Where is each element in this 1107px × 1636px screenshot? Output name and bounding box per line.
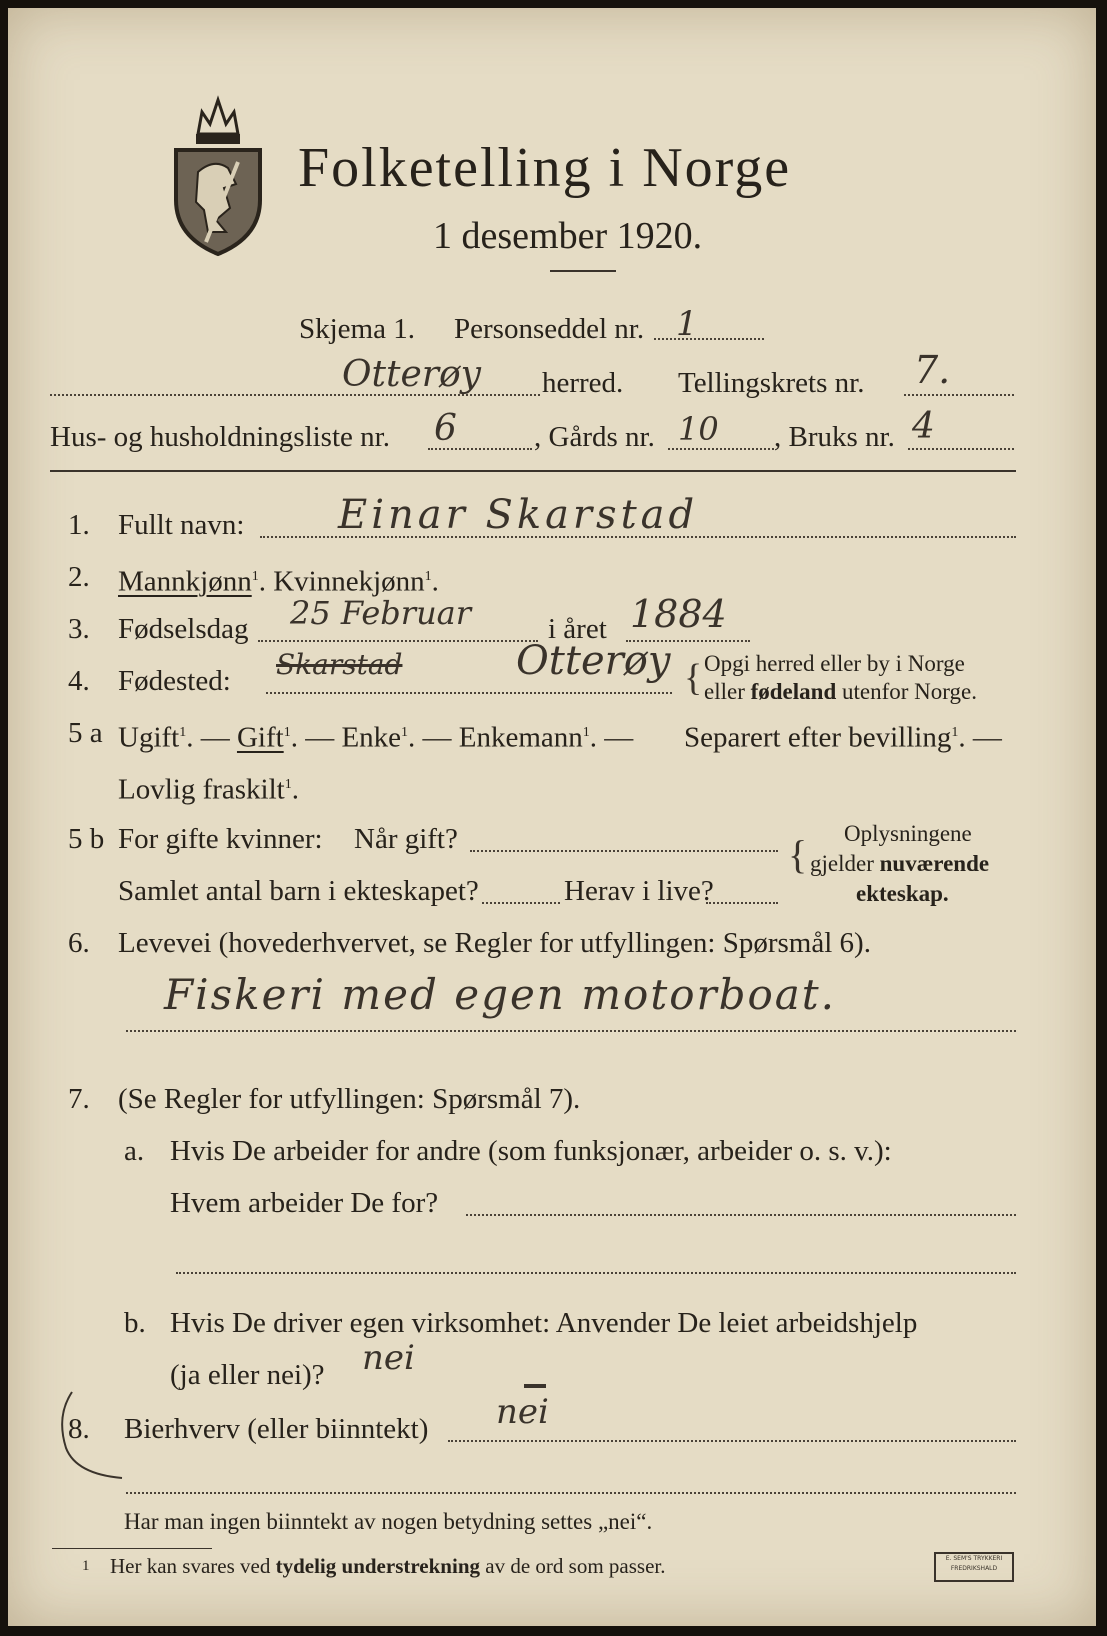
q1-number: 1.	[68, 509, 90, 541]
marriage-note-line2: gjelder nuværende	[810, 851, 990, 876]
tellingskrets-field[interactable]	[904, 394, 1014, 396]
gards-label: , Gårds nr.	[534, 421, 655, 453]
marital-enkemann[interactable]: Enkemann	[458, 721, 583, 754]
marital-separert-line: Separert efter bevilling$^1$. —	[684, 721, 1002, 754]
children-alive-field[interactable]	[706, 902, 778, 904]
personseddel-label: Personseddel nr.	[454, 313, 645, 345]
hired-help-value: nei	[362, 1338, 415, 1378]
marital-fraskilt-line: Lovlig fraskilt$^1$.	[118, 773, 299, 806]
q2-number: 2.	[68, 561, 90, 593]
bruks-label: , Bruks nr.	[774, 421, 895, 453]
husholdningsliste-label: Hus- og husholdningsliste nr.	[50, 421, 390, 453]
header-separator	[50, 470, 1016, 472]
gender-line: Mannkjønn$^1$. Kvinnekjønn$^1$.	[118, 565, 439, 598]
norwegian-coat-of-arms-icon	[168, 92, 268, 262]
q7b-label: Hvis De driver egen virksomhet: Anvender De leiet arbeidshjelp	[170, 1307, 918, 1339]
birthplace-note-brace: {	[684, 657, 703, 699]
year-label: i året	[548, 613, 607, 645]
q5b-label-when-married: Når gift?	[354, 823, 458, 855]
employer-field[interactable]	[466, 1214, 1016, 1216]
birthplace-note-line2: eller fødeland utenfor Norge.	[704, 679, 977, 704]
marriage-note-line3: ekteskap.	[856, 881, 949, 906]
side-income-field-continued[interactable]	[126, 1492, 1016, 1494]
birthday-field[interactable]	[258, 640, 538, 642]
q5b-number: 5 b	[68, 823, 105, 855]
footnote-text: Her kan svares ved tydelig understrekning av de ord som passer.	[110, 1554, 666, 1578]
full-name-value: Einar Skarstad	[338, 492, 699, 538]
marital-status-line: Ugift$^1$. — Gift$^1$. — Enke$^1$. — Enkemann$^1$. —	[118, 721, 634, 754]
no-income-note: Har man ingen biinntekt av nogen betydning settes „nei“.	[124, 1509, 653, 1534]
marriage-note-line1: Oplysningene	[844, 821, 972, 846]
q3-label: Fødselsdag	[118, 613, 249, 645]
q3-number: 3.	[68, 613, 90, 645]
footnote-divider	[52, 1548, 212, 1549]
q5b-label-alive: Herav i live?	[564, 875, 714, 907]
side-income-value: nei	[496, 1392, 549, 1432]
form-title: Folketelling i Norge	[298, 137, 792, 199]
herred-label: herred.	[542, 367, 624, 399]
gender-option-male[interactable]: Mannkjønn	[118, 565, 252, 598]
q6-label: Levevei (hovederhvervet, se Regler for utfyllingen: Spørsmål 6).	[118, 927, 871, 959]
marital-gift[interactable]: Gift	[236, 721, 284, 754]
q7a-label: Hvis De arbeider for andre (som funksjonær, arbeider o. s. v.):	[170, 1135, 892, 1167]
census-date: 1 desember 1920.	[433, 215, 703, 257]
printer-stamp: E. SEM'S TRYKKERI FREDRIKSHALD	[934, 1552, 1014, 1582]
marital-fraskilt[interactable]: Lovlig fraskilt	[118, 773, 285, 806]
q7b-number: b.	[124, 1307, 146, 1339]
q8-number: 8.	[68, 1413, 90, 1445]
tellingskrets-label: Tellingskrets nr.	[678, 367, 865, 399]
q1-label: Fullt navn:	[118, 509, 245, 541]
marriage-date-field[interactable]	[470, 850, 778, 852]
q4-label: Fødested:	[118, 665, 231, 697]
birthplace-struck-value: Skarstad	[276, 648, 403, 681]
q7b-question: (ja eller nei)?	[170, 1359, 325, 1391]
bruks-value: 4	[912, 406, 935, 447]
q8-label: Bierhverv (eller biinntekt)	[124, 1413, 429, 1445]
side-income-field[interactable]	[448, 1440, 1016, 1442]
q5b-label-children: Samlet antal barn i ekteskapet?	[118, 875, 479, 907]
personseddel-field[interactable]	[654, 338, 764, 340]
q5b-label-married-women: For gifte kvinner:	[118, 823, 323, 855]
occupation-value: Fiskeri med egen motorboat.	[164, 970, 837, 1019]
children-count-field[interactable]	[482, 902, 560, 904]
q7a-question: Hvem arbeider De for?	[170, 1187, 439, 1219]
birthday-value: 25 Februar	[290, 594, 472, 632]
census-form-page	[8, 8, 1096, 1626]
marital-enke[interactable]: Enke	[341, 721, 402, 754]
marital-ugift[interactable]: Ugift	[118, 721, 180, 754]
schema-label: Skjema 1.	[299, 313, 415, 345]
birthplace-note-line1: Opgi herred eller by i Norge	[704, 651, 965, 676]
occupation-field[interactable]	[126, 1030, 1016, 1032]
personseddel-value: 1	[676, 304, 698, 344]
birth-year-value: 1884	[630, 592, 727, 636]
title-divider	[550, 270, 616, 272]
herred-value: Otterøy	[342, 354, 481, 395]
q4-number: 4.	[68, 665, 90, 697]
q7-label: (Se Regler for utfyllingen: Spørsmål 7).	[118, 1083, 581, 1115]
circled-question-mark-icon	[52, 1386, 132, 1482]
q7-number: 7.	[68, 1083, 90, 1115]
birthplace-value: Otterøy	[516, 638, 671, 684]
hired-help-dash	[524, 1384, 546, 1388]
gender-option-female[interactable]: Kvinnekjønn	[273, 565, 425, 598]
gards-field[interactable]	[668, 448, 774, 450]
marital-separert[interactable]: Separert efter bevilling	[684, 721, 952, 754]
husholdningsliste-value: 6	[434, 408, 457, 449]
birthplace-field[interactable]	[266, 692, 672, 694]
q6-number: 6.	[68, 927, 90, 959]
employer-field-continued[interactable]	[176, 1272, 1016, 1274]
q7a-number: a.	[124, 1135, 145, 1167]
tellingskrets-value: 7.	[914, 348, 951, 392]
gards-value: 10	[678, 410, 719, 448]
footnote-number: 1	[82, 1558, 90, 1574]
marriage-note-brace: {	[788, 832, 808, 877]
bruks-field[interactable]	[908, 448, 1014, 450]
q5a-number: 5 a	[68, 717, 103, 749]
